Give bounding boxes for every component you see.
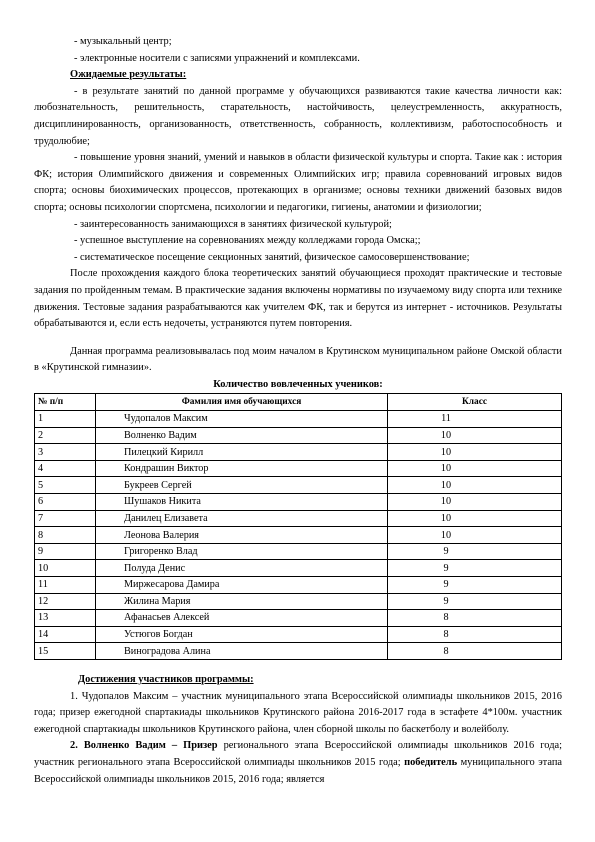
student-name: Устюгов Богдан: [96, 626, 388, 643]
student-class: 9: [388, 543, 562, 560]
achievement-title: победитель: [404, 756, 458, 768]
student-class: 10: [388, 427, 562, 444]
student-name: Леонова Валерия: [96, 527, 388, 544]
table-row: [35, 560, 562, 577]
student-class: 10: [388, 477, 562, 494]
header-number: № п/п: [35, 394, 96, 411]
row-number: 5: [35, 477, 96, 494]
row-number: 12: [35, 593, 96, 610]
table-row: [35, 593, 562, 610]
student-class: 10: [388, 494, 562, 511]
student-class: 9: [388, 593, 562, 610]
row-number: 1: [35, 411, 96, 428]
results-paragraph: - систематическое посещение секционных занятий, физическое самосовершенствование;: [74, 251, 470, 263]
header-name: Фамилия имя обучающихся: [96, 394, 388, 411]
table-row: [35, 577, 562, 594]
row-number: 8: [35, 527, 96, 544]
achievement-name: 2. Волненко Вадим – Призер: [70, 740, 218, 752]
row-number: 7: [35, 510, 96, 527]
row-number: 3: [35, 444, 96, 461]
student-class: 9: [388, 560, 562, 577]
student-name: Жилина Мария: [96, 593, 388, 610]
achievement-text: муниципального этапа Всероссийской олимпиады школьников 2015, 2016 года; является: [34, 756, 562, 785]
student-name: Кондрашин Виктор: [96, 460, 388, 477]
table-row: [35, 444, 562, 461]
row-number: 6: [35, 494, 96, 511]
student-class: 10: [388, 527, 562, 544]
table-row: [35, 643, 562, 660]
achievement-item: [34, 738, 562, 788]
table-row: [35, 543, 562, 560]
row-number: 10: [35, 560, 96, 577]
row-number: 11: [35, 577, 96, 594]
student-name: Чудопалов Максим: [96, 411, 388, 428]
students-table-body: [35, 411, 562, 660]
row-number: 9: [35, 543, 96, 560]
student-name: Букреев Сергей: [96, 477, 388, 494]
table-row: [35, 610, 562, 627]
student-name: Григоренко Влад: [96, 543, 388, 560]
table-row: [35, 477, 562, 494]
student-class: 8: [388, 626, 562, 643]
results-paragraph: После прохождения каждого блока теоретических занятий обучающиеся проходят практические и тестовые задания по пройденным темам. В практические задания включены нормативы по изучаемому виду спорта или технике движения. Тестовые задания разрабатываются как учителем ФК, так и берутся из интернет - источников. Результаты обрабатываются и, если есть недочеты, устраняются путем повторения.: [34, 268, 562, 330]
table-row: [35, 494, 562, 511]
equipment-item: - музыкальный центр;: [74, 36, 172, 47]
document-page: [34, 34, 562, 788]
student-name: Шушаков Никита: [96, 494, 388, 511]
implementation-text: Данная программа реализовывалась под моим началом в Крутинском муниципальном районе Омской области в «Крутинской гимназии».: [34, 345, 562, 374]
student-class: 10: [388, 460, 562, 477]
table-row: [35, 510, 562, 527]
table-row: [35, 460, 562, 477]
student-class: 8: [388, 610, 562, 627]
achievements-heading: Достижения участников программы:: [78, 673, 254, 685]
student-name: Пилецкий Кирилл: [96, 444, 388, 461]
student-name: Афанасьев Алексей: [96, 610, 388, 627]
achievement-text: регионального этапа Всероссийской олимпиады школьников 2016 года; участник регионального этапа Всероссийской олимпиады школьников 2015 года;: [34, 740, 562, 768]
table-row: [35, 427, 562, 444]
student-name: Полуда Денис: [96, 560, 388, 577]
equipment-item: - электронные носители с записями упражнений и комплексами.: [74, 52, 360, 64]
results-paragraph: - в результате занятий по данной программе у обучающихся развиваются такие качества личности как: любознательность, решительность, старательность, настойчивость, целеустремленность, аккуратность, дисциплинированность, организованность, ответственность, собранность, коллективизм, работоспособность и трудолюбие;: [34, 85, 562, 147]
student-class: 10: [388, 444, 562, 461]
student-class: 8: [388, 643, 562, 660]
results-paragraph: - заинтересованность занимающихся в занятиях физической культурой;: [74, 218, 392, 230]
row-number: 14: [35, 626, 96, 643]
row-number: 13: [35, 610, 96, 627]
table-row: [35, 527, 562, 544]
student-class: 11: [388, 411, 562, 428]
results-heading: Ожидаемые результаты:: [70, 69, 187, 81]
table-row: [35, 626, 562, 643]
row-number: 2: [35, 427, 96, 444]
students-table: [34, 393, 562, 660]
table-header-row: [35, 394, 562, 411]
results-paragraph: - успешное выступление на соревнованиях между колледжами города Омска;;: [74, 235, 421, 247]
results-paragraph: - повышение уровня знаний, умений и навыков в области физической культуры и спорта. Такие как : история ФК; история Олимпийского движения и современных Олимпийских игр; правила соревнований игровых видов спорта; основы биохимических процессов, протекающих в организме; основы техники движений базовых видов спорта; основы психологии спортсмена, психологии и педагогики, гигиены, анатомии и физиологии;: [34, 152, 562, 213]
row-number: 4: [35, 460, 96, 477]
student-class: 9: [388, 577, 562, 594]
student-name: Данилец Елизавета: [96, 510, 388, 527]
student-class: 10: [388, 510, 562, 527]
table-caption: Количество вовлеченных учеников:: [213, 378, 383, 390]
student-name: Миржесарова Дамира: [96, 577, 388, 594]
student-name: Волненко Вадим: [96, 427, 388, 444]
achievement-item: 1. Чудопалов Максим – участник муниципального этапа Всероссийской олимпиады школьников 2015, 2016 года; призер ежегодной спартакиады школьников Крутинского района 2016-2017 года в эстафете 4*100м. участник ежегодной спартакиады школьников Крутинского района, член сборной школы по баскетболу и волейболу.: [34, 690, 562, 735]
table-row: [35, 411, 562, 428]
student-name: Виноградова Алина: [96, 643, 388, 660]
row-number: 15: [35, 643, 96, 660]
header-class: Класс: [388, 394, 562, 411]
